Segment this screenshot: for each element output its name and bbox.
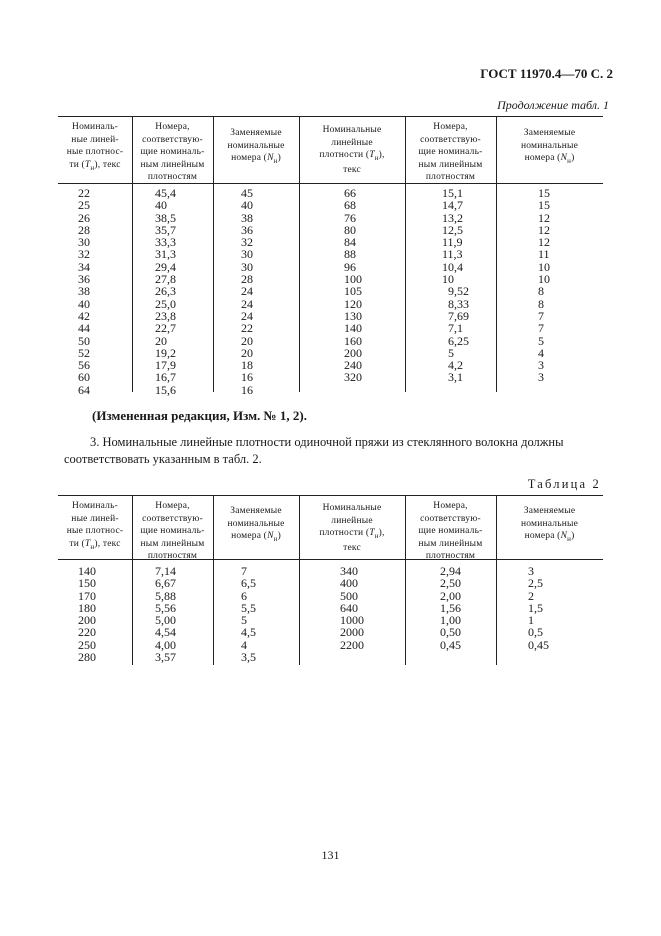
table-cell: 15 [538, 186, 550, 200]
table-2-col-replaced-2 [528, 565, 549, 651]
table-cell: 6,25 [442, 333, 469, 348]
table-cell: 5,88 [155, 588, 176, 603]
table-cell: 250 [78, 637, 96, 652]
table-cell: 140 [344, 321, 362, 336]
table-cell: 20 [241, 333, 253, 348]
table-cell: 24 [241, 284, 253, 299]
table-cell: 320 [344, 370, 362, 385]
table-cell: 11,3 [442, 247, 463, 262]
table-cell: 170 [78, 588, 96, 603]
table-cell: 22 [78, 186, 90, 200]
table-2-header-cell: Заменяемые номинальные номера $(N_н)$ [227, 506, 285, 543]
table-cell: 38,5 [155, 210, 176, 225]
table-1-header-cell: Номера, соответствую- щие номиналь- ным линейным плотностям [418, 122, 483, 182]
table-cell: 340 [340, 564, 358, 578]
table-cell: 2,00 [440, 588, 461, 603]
table-cell: 96 [344, 259, 356, 274]
table-cell: 15,6 [155, 382, 176, 397]
amendment-note: (Измененная редакция, Изм. № 1, 2). [92, 408, 307, 423]
document-code: ГОСТ 11970.4—70 С. 2 [480, 66, 613, 81]
table-cell: 27,8 [155, 272, 176, 287]
table-cell: 25,0 [155, 296, 176, 311]
table-cell: 32 [78, 247, 90, 262]
table-cell: 5 [442, 345, 454, 360]
table-cell: 3,1 [442, 370, 463, 385]
table-cell: 16,7 [155, 370, 176, 385]
table-cell: 130 [344, 308, 362, 323]
table-cell: 0,45 [440, 637, 461, 652]
table-cell: 180 [78, 600, 96, 615]
table-cell: 1,56 [440, 600, 461, 615]
table-cell: 32 [241, 235, 253, 250]
table-cell: 640 [340, 600, 358, 615]
table-cell: 150 [78, 576, 96, 591]
table-cell: 13,2 [442, 210, 463, 225]
table-cell: 8 [538, 296, 544, 311]
table-cell: 10 [538, 259, 550, 274]
table-cell: 10 [442, 272, 454, 287]
table-cell: 280 [78, 650, 96, 665]
table-cell: 28 [78, 222, 90, 237]
table-cell: 15,1 [442, 186, 463, 200]
table-cell: 105 [344, 284, 362, 299]
table-cell: 40 [155, 198, 167, 213]
table-cell: 66 [344, 186, 356, 200]
table-cell: 31,3 [155, 247, 176, 262]
table-cell: 4 [241, 637, 247, 652]
table-cell: 0,45 [528, 637, 549, 652]
table-cell: 45 [241, 186, 253, 200]
table-cell: 22,7 [155, 321, 176, 336]
table-cell: 3 [538, 358, 544, 373]
table-1-col-numbers [155, 187, 176, 396]
table-cell: 2,5 [528, 576, 543, 591]
table-cell: 19,2 [155, 345, 176, 360]
table-cell: 400 [340, 576, 358, 591]
table-cell: 8 [538, 284, 544, 299]
table-1-col-replaced-2 [538, 187, 550, 384]
table-cell: 38 [78, 284, 90, 299]
table-cell: 4,54 [155, 625, 176, 640]
table-cell: 68 [344, 198, 356, 213]
table-cell: 220 [78, 625, 96, 640]
table-cell: 45,4 [155, 186, 176, 200]
table-cell: 200 [78, 613, 96, 628]
table-cell: 9,52 [442, 284, 469, 299]
table-cell: 8,33 [442, 296, 469, 311]
table-cell: 15 [538, 198, 550, 213]
table-cell: 2,50 [440, 576, 461, 591]
table-cell: 64 [78, 382, 90, 397]
table-cell: 52 [78, 345, 90, 360]
table-cell: 28 [241, 272, 253, 287]
table-2-col-tex [78, 565, 96, 663]
table-cell: 20 [155, 333, 167, 348]
table-cell: 60 [78, 370, 90, 385]
table-cell: 10,4 [442, 259, 463, 274]
header-line: ти $(T_н)$, текс [69, 159, 121, 172]
table-cell: 12 [538, 210, 550, 225]
table-cell: 44 [78, 321, 90, 336]
table-cell: 12 [538, 235, 550, 250]
table-cell: 1,5 [528, 600, 543, 615]
table-1-col-tex-2 [344, 187, 362, 384]
table-2-caption: Таблица 2 [527, 477, 601, 491]
table-1-header-cell [58, 121, 132, 174]
table-1-col-numbers-2 [442, 187, 469, 384]
table-cell: 5,5 [241, 600, 256, 615]
table-cell: 17,9 [155, 358, 176, 373]
table-cell: 36 [241, 222, 253, 237]
table-cell: 24 [241, 296, 253, 311]
table-cell: 1000 [340, 613, 364, 628]
table-cell: 10 [538, 272, 550, 287]
table-cell: 20 [241, 345, 253, 360]
table-cell: 5,56 [155, 600, 176, 615]
table-cell: 40 [241, 198, 253, 213]
table-cell: 120 [344, 296, 362, 311]
header-line: ные линей- [71, 134, 119, 145]
table-cell: 4,00 [155, 637, 176, 652]
table-cell: 22 [241, 321, 253, 336]
table-cell: 40 [78, 296, 90, 311]
table-cell: 6 [241, 588, 247, 603]
table-2-col-numbers-2 [440, 565, 461, 651]
table-cell: 30 [241, 247, 253, 262]
table-1-header-cell: Номера, соответствую- щие номиналь- ным линейным плотностям [140, 122, 205, 182]
table-cell: 200 [344, 345, 362, 360]
table-2-header-cell: Номиналь- ные линей- ные плотнос- ти $(T_н)$, текс [66, 501, 124, 551]
table-cell: 1,00 [440, 613, 461, 628]
table-1-header-cell: Номинальные линейные плотности $(T_н)$, текс [319, 125, 385, 176]
table-continuation-label: Продолжение табл. 1 [497, 98, 609, 112]
table-cell: 26 [78, 210, 90, 225]
table-cell: 11,9 [442, 235, 463, 250]
table-cell: 4 [538, 345, 544, 360]
table-1-col-tex [78, 187, 90, 396]
table-cell: 160 [344, 333, 362, 348]
table-cell: 5,00 [155, 613, 176, 628]
table-1-header-cell: Заменяемые номинальные номера $(N_н)$ [227, 128, 285, 165]
table-cell: 100 [344, 272, 362, 287]
table-cell: 12,5 [442, 222, 463, 237]
table-cell: 88 [344, 247, 356, 262]
table-cell: 29,4 [155, 259, 176, 274]
table-cell: 4,5 [241, 625, 256, 640]
table-cell: 80 [344, 222, 356, 237]
table-cell: 14,7 [442, 198, 463, 213]
table-cell: 5 [241, 613, 247, 628]
header-line: Номиналь- [72, 122, 118, 132]
table-cell: 38 [241, 210, 253, 225]
table-cell: 6,5 [241, 576, 256, 591]
table-cell: 7 [538, 308, 544, 323]
table-cell: 35,7 [155, 222, 176, 237]
table-2-col-numbers [155, 565, 176, 663]
table-1-top-rule [58, 116, 603, 117]
table-2-header-cell: Номера, соответствую- щие номиналь- ным линейным плотностям [140, 501, 205, 561]
table-cell: 36 [78, 272, 90, 287]
table-cell: 7 [241, 564, 247, 578]
table-2-col-replaced [241, 565, 256, 663]
table-cell: 24 [241, 308, 253, 323]
table-cell: 0,5 [528, 625, 543, 640]
table-cell: 23,8 [155, 308, 176, 323]
table-cell: 1 [528, 613, 534, 628]
table-cell: 12 [538, 222, 550, 237]
table-cell: 30 [241, 259, 253, 274]
table-cell: 3 [528, 564, 534, 578]
table-cell: 5 [538, 333, 544, 348]
table-cell: 7,14 [155, 564, 176, 578]
table-cell: 3,57 [155, 650, 176, 665]
page-number: 131 [321, 848, 340, 862]
table-cell: 84 [344, 235, 356, 250]
table-cell: 76 [344, 210, 356, 225]
table-cell: 50 [78, 333, 90, 348]
table-2-header-cell: Номера, соответствую- щие номиналь- ным линейным плотностям [418, 501, 483, 561]
table-cell: 7,69 [442, 308, 469, 323]
table-cell: 500 [340, 588, 358, 603]
table-2-header-cell: Заменяемые номинальные номера $(N_н)$ [520, 506, 579, 543]
table-cell: 11 [538, 247, 550, 262]
table-cell: 25 [78, 198, 90, 213]
table-cell: 18 [241, 358, 253, 373]
table-cell: 0,50 [440, 625, 461, 640]
table-cell: 2200 [340, 637, 364, 652]
table-2-header-cell: Номинальные линейные плотности $(T_н)$, текс [319, 503, 385, 554]
table-cell: 2000 [340, 625, 364, 640]
table-cell: 3 [538, 370, 544, 385]
table-cell: 2 [528, 588, 534, 603]
table-cell: 30 [78, 235, 90, 250]
table-cell: 42 [78, 308, 90, 323]
table-cell: 7,1 [442, 321, 463, 336]
table-cell: 6,67 [155, 576, 176, 591]
table-cell: 16 [241, 382, 253, 397]
table-cell: 56 [78, 358, 90, 373]
table-cell: 2,94 [440, 564, 461, 578]
table-cell: 26,3 [155, 284, 176, 299]
table-2-top-rule [58, 495, 603, 496]
table-cell: 16 [241, 370, 253, 385]
table-cell: 34 [78, 259, 90, 274]
paragraph-3: 3. Номинальные линейные плотности одиночной пряжи из стеклянного волокна должны соответствовать указанным в табл. 2. [64, 435, 564, 466]
table-1-header-cell: Заменяемые номинальные номера $(N_н)$ [520, 128, 579, 165]
table-cell: 7 [538, 321, 544, 336]
header-line: ные плотнос- [66, 147, 124, 157]
table-cell: 240 [344, 358, 362, 373]
table-cell: 140 [78, 564, 96, 578]
table-cell: 3,5 [241, 650, 256, 665]
table-1-col-replaced [241, 187, 253, 396]
table-2-col-tex-2 [340, 565, 364, 651]
table-cell: 4,2 [442, 358, 463, 373]
table-cell: 33,3 [155, 235, 176, 250]
